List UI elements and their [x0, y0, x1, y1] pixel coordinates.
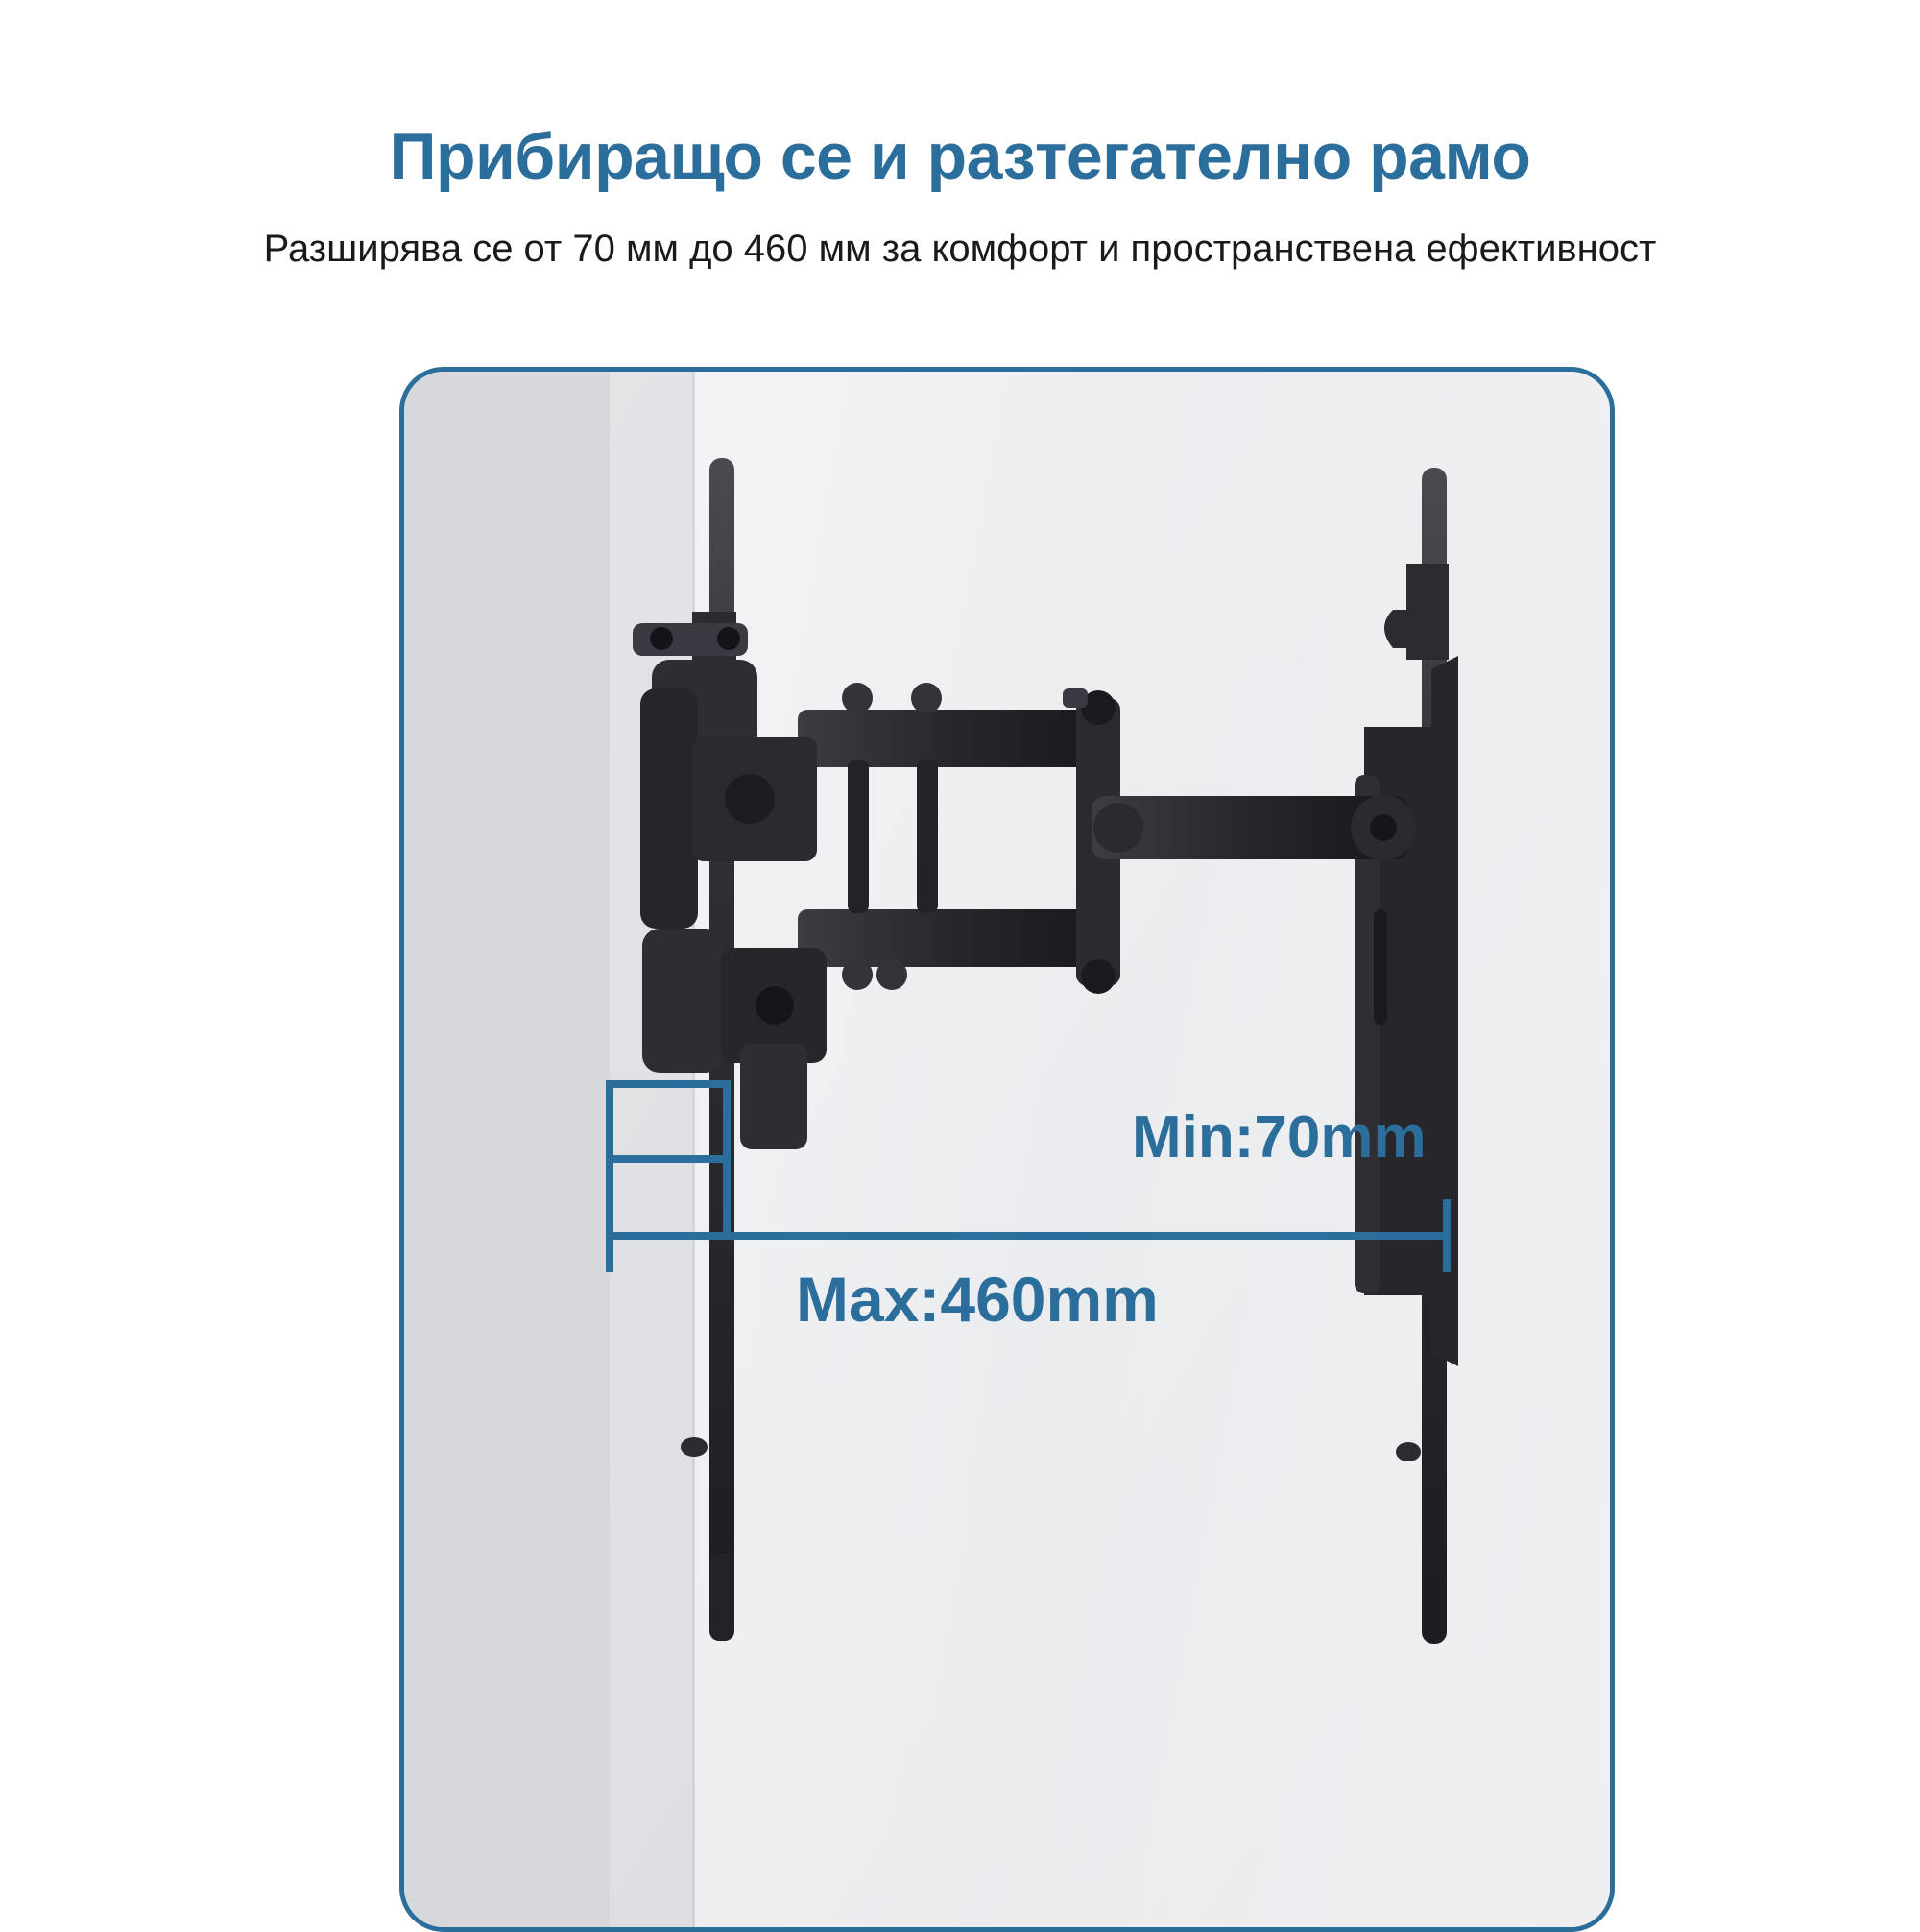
dimension-label-max: Max:460mm [796, 1264, 1159, 1335]
header [0, 0, 1920, 272]
tv-bracket-plate [1355, 656, 1458, 1366]
dimension-label-min: Min:70mm [1132, 1104, 1427, 1171]
page-subtitle: Разширява се от 70 мм до 460 мм за комфорт и пространствена ефективност [263, 228, 1657, 271]
illustration-frame [399, 367, 1615, 1932]
mount-illustration [404, 372, 1610, 1927]
page-title: Прибиращо се и разтегателно рамо [389, 120, 1531, 193]
extension-arm [1092, 795, 1416, 860]
